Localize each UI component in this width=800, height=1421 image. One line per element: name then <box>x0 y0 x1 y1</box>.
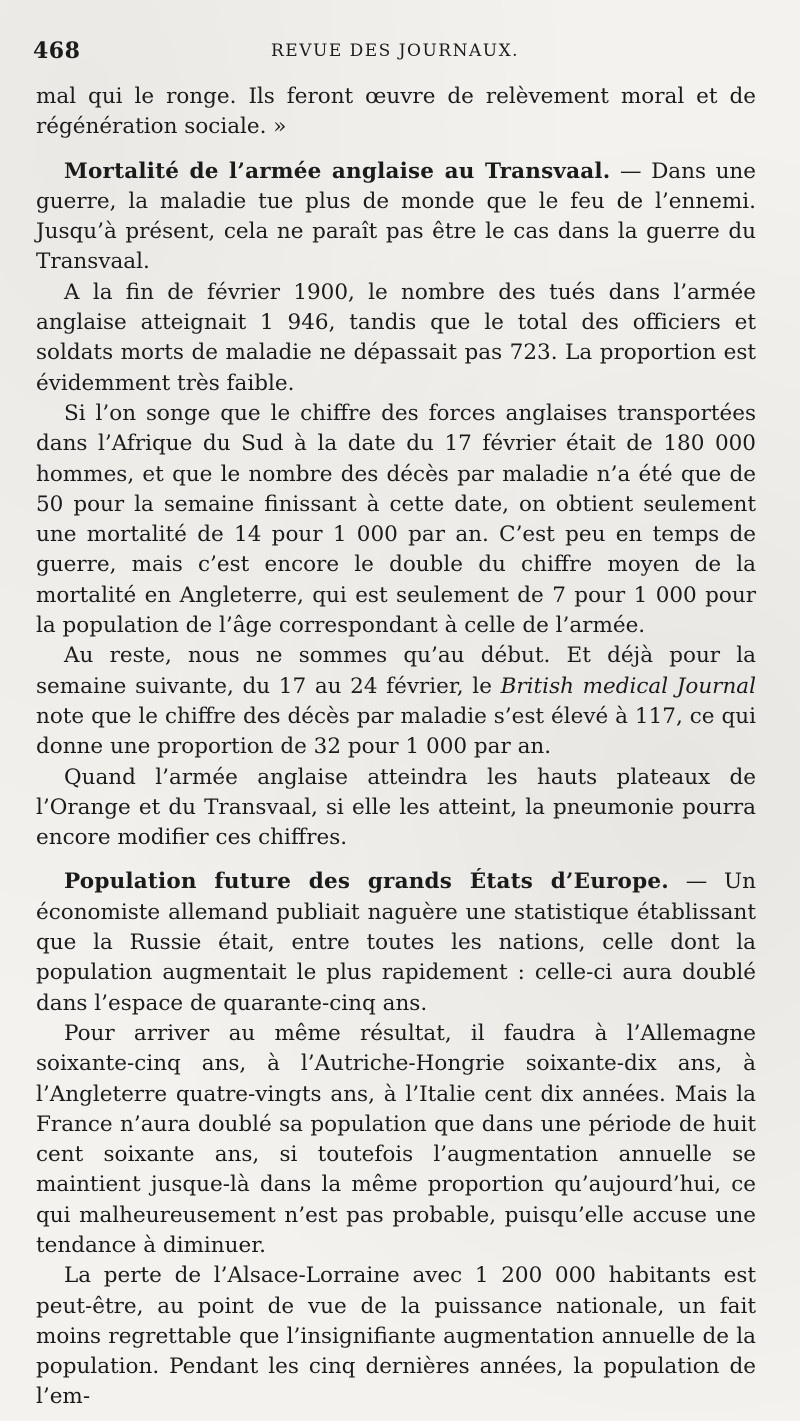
paragraph: Pour arriver au même résultat, il faudra à l’Allemagne soixante-cinq ans, à l’Autriche-Hongrie soixante-dix ans, à l’Angleterre quatre-vingts ans, à l’Italie cent dix années. Mais la France n’aura doublé sa population que dans une période de huit cent soixante ans, si toutefois l’augmentation annuelle se maintient jusque-là dans la même proportion qu’aujourd’hui, ce qui malheureusement n’est pas probable, puisqu’elle accuse une tendance à diminuer. <box>36 1020 756 1258</box>
section-gap <box>36 143 756 157</box>
section-paragraph-mortalite <box>36 157 756 278</box>
section-gap <box>36 853 756 867</box>
article-body <box>36 82 756 1413</box>
section-lead-text: — Dans une guerre, la maladie tue plus de monde que le feu de l’ennemi. Jusqu’à présent, cela ne paraît pas être le cas dans la guerre du Transvaal. <box>36 158 756 275</box>
section-lead-text: — Un économiste allemand publiait naguère une statistique établissant que la Russie était, entre toutes les nations, celle dont la population augmentait le plus rapidement : celle-ci aura doublé dans l’espace de quarante-cinq ans. <box>36 869 756 1016</box>
paragraph-with-citation <box>36 641 756 762</box>
section-title-mortalite: Mortalité de l’armée anglaise au Transvaal. <box>64 158 611 184</box>
page-header <box>33 38 768 68</box>
running-head: REVUE DES JOURNAUX. <box>271 41 520 61</box>
section-paragraph-population <box>36 867 756 1018</box>
paragraph-text: note que le chiffre des décès par maladie s’est élevé à 117, ce qui donne une proportion de 32 pour 1 000 par an. <box>36 703 756 760</box>
paragraph: A la fin de février 1900, le nombre des tués dans l’armée anglaise atteignait 1 946, tandis que le total des officiers et soldats morts de maladie ne dépassait pas 723. La proportion est évidemment très faible. <box>36 279 756 396</box>
paragraph: La perte de l’Alsace-Lorraine avec 1 200 000 habitants est peut-être, au point de vue de la puissance nationale, un fait moins regrettable que l’insignifiante augmentation annuelle de la population. Pendant les cinq dernières années, la population de l’em- <box>36 1263 756 1410</box>
section-title-population: Population future des grands États d’Europe. <box>64 869 669 895</box>
paragraph-continuation: mal qui le ronge. Ils feront œuvre de relèvement moral et de régénération sociale. » <box>36 84 756 140</box>
paragraph: Quand l’armée anglaise atteindra les hauts plateaux de l’Orange et du Transvaal, si elle les atteint, la pneumonie pourra encore modifier ces chiffres. <box>36 764 756 851</box>
paragraph-text: Au reste, nous ne sommes qu’au début. Et déjà pour la semaine suivante, du 17 au 24 février, le <box>36 643 756 699</box>
journal-title: British medical Journal <box>500 673 756 699</box>
paragraph: Si l’on songe que le chiffre des forces anglaises transportées dans l’Afrique du Sud à la date du 17 février était de 180 000 hommes, et que le nombre des décès par maladie n’a été que de 50 pour la semaine finissant à cette date, on obtient seulement une mortalité de 14 pour 1 000 par an. C’est peu en temps de guerre, mais c’est encore le double du chiffre moyen de la mortalité en Angleterre, qui est seulement de 7 pour 1 000 pour la population de l’âge correspondant à celle de l’armée. <box>36 400 756 639</box>
page-number: 468 <box>33 38 81 64</box>
